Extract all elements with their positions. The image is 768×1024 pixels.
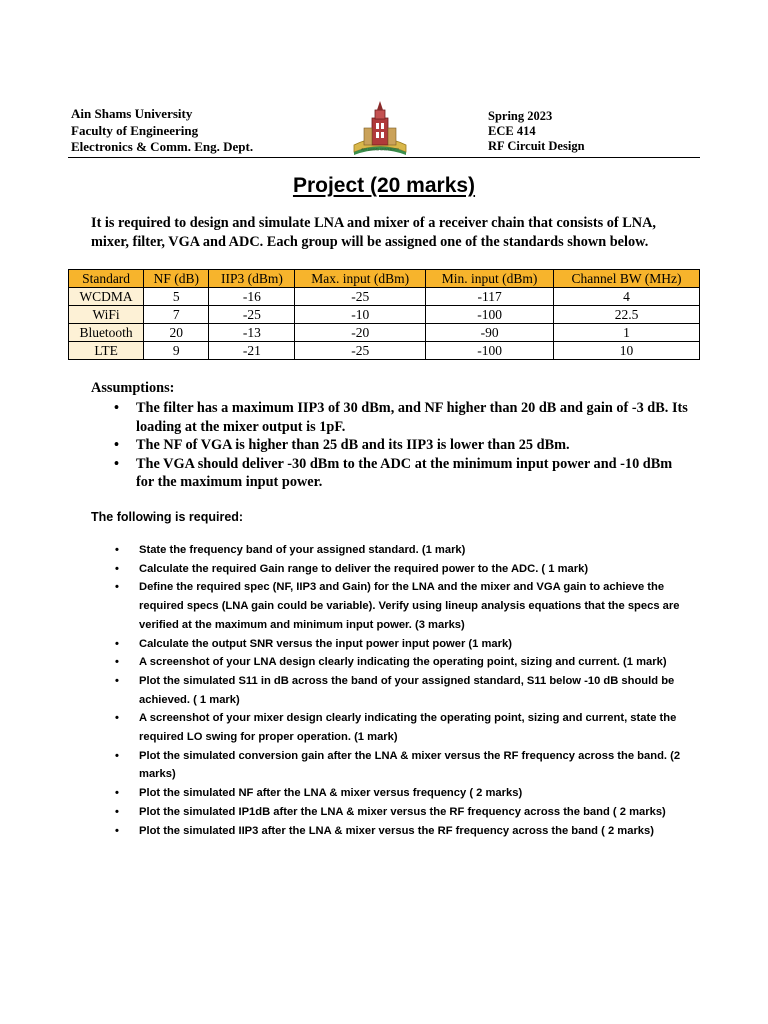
list-item: • State the frequency band of your assigned standard. (1 mark)	[91, 541, 691, 560]
table-header: Min. input (dBm)	[426, 270, 554, 288]
assumptions-heading: Assumptions:	[91, 380, 175, 396]
list-item: • The NF of VGA is higher than 25 dB and its IIP3 is lower than 25 dBm.	[91, 436, 691, 455]
table-cell: -21	[209, 342, 295, 360]
list-item: • Plot the simulated IIP3 after the LNA & mixer versus the RF frequency across the band ( 2 marks)	[91, 822, 691, 841]
course-name: RF Circuit Design	[488, 139, 585, 153]
table-cell: LTE	[69, 342, 144, 360]
standards-table	[68, 269, 700, 360]
table-cell: 9	[144, 342, 209, 360]
table-cell: 5	[144, 288, 209, 306]
svg-text:AIN SHAMS UNIVERSITY: AIN SHAMS UNIVERSITY	[361, 147, 399, 152]
list-item: • The VGA should deliver -30 dBm to the ADC at the minimum input power and -10 dBm for the maximum input power.	[91, 455, 691, 492]
list-item: • Calculate the required Gain range to deliver the required power to the ADC. ( 1 mark)	[91, 560, 691, 579]
table-row	[69, 342, 700, 360]
table-header: IIP3 (dBm)	[209, 270, 295, 288]
table-row	[69, 306, 700, 324]
table-cell: WCDMA	[69, 288, 144, 306]
requirements-heading: The following is required:	[91, 510, 244, 524]
table-cell: -25	[209, 306, 295, 324]
table-cell: -25	[295, 288, 426, 306]
table-cell: Bluetooth	[69, 324, 144, 342]
table-row	[69, 288, 700, 306]
table-cell: 22.5	[554, 306, 700, 324]
list-item: • Plot the simulated S11 in dB across the band of your assigned standard, S11 below -10 dB should be achieved. ( 1 mark)	[91, 672, 691, 709]
university-name: Ain Shams University	[71, 106, 193, 121]
table-cell: -25	[295, 342, 426, 360]
table-cell: -100	[426, 306, 554, 324]
table-cell: -100	[426, 342, 554, 360]
table-header: Channel BW (MHz)	[554, 270, 700, 288]
university-logo	[350, 98, 410, 156]
assumptions-list	[91, 399, 691, 492]
table-cell: -16	[209, 288, 295, 306]
table-cell: -10	[295, 306, 426, 324]
requirements-list	[91, 541, 691, 840]
header-course	[488, 109, 585, 154]
page-title: Project (20 marks)	[292, 174, 476, 197]
list-item: • Plot the simulated conversion gain after the LNA & mixer versus the RF frequency across the band. (2 marks)	[91, 747, 691, 784]
table-cell: -117	[426, 288, 554, 306]
list-item: • A screenshot of your mixer design clearly indicating the operating point, sizing and current, state the required LO swing for proper operation. (1 mark)	[91, 709, 691, 746]
faculty-name: Faculty of Engineering	[71, 122, 199, 138]
term: Spring 2023	[488, 109, 553, 123]
table-header-row	[69, 270, 700, 288]
table-cell: -20	[295, 324, 426, 342]
table-header: Standard	[69, 270, 144, 288]
table-cell: 1	[554, 324, 700, 342]
list-item: • Plot the simulated NF after the LNA & mixer versus frequency ( 2 marks)	[91, 784, 691, 803]
table-cell: 4	[554, 288, 700, 306]
list-item: • Calculate the output SNR versus the input power input power (1 mark)	[91, 635, 691, 654]
table-header: NF (dB)	[144, 270, 209, 288]
table-header: Max. input (dBm)	[295, 270, 426, 288]
department-name: Electronics & Comm. Eng. Dept.	[71, 139, 254, 154]
table-row	[69, 324, 700, 342]
header-divider	[68, 157, 700, 158]
list-item: • A screenshot of your LNA design clearly indicating the operating point, sizing and current. (1 mark)	[91, 653, 691, 672]
table-cell: 10	[554, 342, 700, 360]
table-cell: WiFi	[69, 306, 144, 324]
table-cell: 7	[144, 306, 209, 324]
intro-paragraph: It is required to design and simulate LNA and mixer of a receiver chain that consists of LNA, mixer, filter, VGA and ADC. Each group will be assigned one of the standards shown below.	[91, 215, 657, 250]
table-cell: -90	[426, 324, 554, 342]
table-cell: -13	[209, 324, 295, 342]
course-code: ECE 414	[488, 124, 536, 138]
header-institution	[71, 106, 253, 156]
list-item: • Define the required spec (NF, IIP3 and Gain) for the LNA and the mixer and VGA gain to achieve the required specs (LNA gain could be variable). Verify using lineup analysis equations that the specs are verified at the maximum and minimum input power. (3 marks)	[91, 578, 691, 634]
table-cell: 20	[144, 324, 209, 342]
list-item: • The filter has a maximum IIP3 of 30 dBm, and NF higher than 20 dB and gain of -3 dB. Its loading at the mixer output is 1pF.	[91, 399, 691, 436]
list-item: • Plot the simulated IP1dB after the LNA & mixer versus the RF frequency across the band ( 2 marks)	[91, 803, 691, 822]
